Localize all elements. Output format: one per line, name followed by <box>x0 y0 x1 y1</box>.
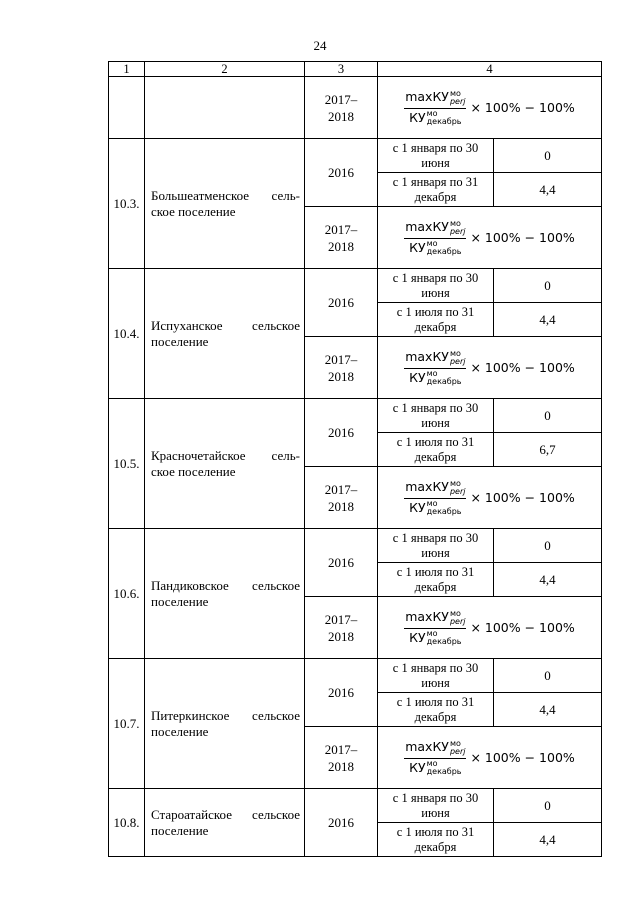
formula-sub: perj <box>449 746 466 756</box>
year-cell <box>305 77 378 139</box>
formula-sup: мо <box>426 239 438 248</box>
year-text: 2017– 2018 <box>324 741 358 774</box>
formula-fraction <box>404 219 466 256</box>
table-row <box>109 139 602 173</box>
formula-denominator <box>408 629 462 647</box>
value-cell: 4,4 <box>494 823 602 857</box>
formula-denominator <box>408 239 462 257</box>
period-cell: с 1 июля по 31 декабря <box>378 563 494 597</box>
formula-tail: × 100% − 100% <box>470 490 575 505</box>
year-text: 2017– 2018 <box>324 611 358 644</box>
formula-sub: perj <box>449 96 466 106</box>
formula-indices <box>450 480 466 496</box>
formula-indices <box>427 240 462 256</box>
formula-numerator <box>404 219 466 239</box>
year-cell <box>305 207 378 269</box>
formula-max: max <box>405 349 433 364</box>
formula-indices <box>427 110 462 126</box>
formula-sup: мо <box>426 109 438 118</box>
year-cell: 2016 <box>305 529 378 597</box>
formula-indices <box>427 370 462 386</box>
formula-cell <box>378 77 602 139</box>
formula-ku: КУ <box>409 239 426 255</box>
value-cell: 4,4 <box>494 563 602 597</box>
formula-numerator <box>404 349 466 369</box>
formula-ku: КУ <box>409 629 426 645</box>
settlement-name: Питеркинское сельское поселение <box>145 659 305 789</box>
settlement-name: Испуханское сельское поселение <box>145 269 305 399</box>
formula-sub: декабрь <box>426 637 462 646</box>
period-cell: с 1 января по 30 июня <box>378 269 494 303</box>
tariff-table <box>108 61 602 857</box>
formula-indices <box>427 500 462 516</box>
formula-indices <box>427 630 462 646</box>
formula-numerator <box>404 739 466 759</box>
formula-max: max <box>405 219 433 234</box>
formula-numerator <box>404 609 466 629</box>
formula-sub: perj <box>449 356 466 366</box>
formula-fraction <box>404 479 466 516</box>
period-cell: с 1 января по 30 июня <box>378 529 494 563</box>
value-cell: 4,4 <box>494 693 602 727</box>
formula-max: max <box>405 609 433 624</box>
formula-max: max <box>405 739 433 754</box>
formula-ku: КУ <box>432 739 449 754</box>
formula-denominator <box>408 369 462 387</box>
table-row <box>109 529 602 563</box>
formula-sub: perj <box>449 616 466 626</box>
year-text: 2017– 2018 <box>324 91 358 124</box>
formula-ku: КУ <box>432 609 449 624</box>
row-number: 10.3. <box>109 139 145 269</box>
formula-indices <box>450 740 466 756</box>
value-cell: 0 <box>494 399 602 433</box>
formula-denominator <box>408 499 462 517</box>
year-cell: 2016 <box>305 399 378 467</box>
year-cell <box>305 467 378 529</box>
formula-indices <box>450 610 466 626</box>
formula-denominator <box>408 759 462 777</box>
table-row <box>109 269 602 303</box>
formula <box>404 479 575 516</box>
formula-sup: мо <box>426 369 438 378</box>
year-text: 2017– 2018 <box>324 481 358 514</box>
formula-sub: декабрь <box>426 377 462 386</box>
period-cell: с 1 июля по 31 декабря <box>378 303 494 337</box>
year-cell <box>305 727 378 789</box>
row-number <box>109 77 145 139</box>
period-cell: с 1 января по 30 июня <box>378 139 494 173</box>
header-col-2: 2 <box>145 62 305 77</box>
header-col-4: 4 <box>378 62 602 77</box>
value-cell: 0 <box>494 269 602 303</box>
formula-cell <box>378 597 602 659</box>
settlement-name: Красночетайское сель-ское поселение <box>145 399 305 529</box>
formula-fraction <box>404 349 466 386</box>
formula-sub: perj <box>449 226 466 236</box>
formula-sub: perj <box>449 486 466 496</box>
year-cell: 2016 <box>305 139 378 207</box>
formula-ku: КУ <box>432 89 449 104</box>
value-cell: 0 <box>494 529 602 563</box>
value-cell: 4,4 <box>494 303 602 337</box>
formula-indices <box>450 350 466 366</box>
row-number: 10.8. <box>109 789 145 857</box>
period-cell: с 1 июля по 31 декабря <box>378 693 494 727</box>
formula-ku: КУ <box>409 369 426 385</box>
formula-max: max <box>405 89 433 104</box>
formula-ku: КУ <box>432 479 449 494</box>
row-number: 10.7. <box>109 659 145 789</box>
formula-numerator <box>404 479 466 499</box>
formula <box>404 219 575 256</box>
header-col-1: 1 <box>109 62 145 77</box>
value-cell: 6,7 <box>494 433 602 467</box>
table-row <box>109 659 602 693</box>
settlement-name: Большеатменское сель-ское поселение <box>145 139 305 269</box>
value-cell: 0 <box>494 659 602 693</box>
formula-ku: КУ <box>409 499 426 515</box>
year-cell <box>305 337 378 399</box>
formula-sup: мо <box>449 88 461 98</box>
value-cell: 0 <box>494 139 602 173</box>
formula-fraction <box>404 89 466 126</box>
formula-max: max <box>405 479 433 494</box>
formula-cell <box>378 467 602 529</box>
year-text: 2017– 2018 <box>324 221 358 254</box>
settlement-name: Пандиковское сельское поселение <box>145 529 305 659</box>
formula-tail: × 100% − 100% <box>470 100 575 115</box>
formula-tail: × 100% − 100% <box>470 360 575 375</box>
table-row <box>109 399 602 433</box>
year-text: 2017– 2018 <box>324 351 358 384</box>
formula-indices <box>427 760 462 776</box>
formula-sup: мо <box>449 608 461 618</box>
row-number: 10.6. <box>109 529 145 659</box>
formula <box>404 349 575 386</box>
period-cell: с 1 января по 30 июня <box>378 399 494 433</box>
formula-sup: мо <box>426 629 438 638</box>
formula-sup: мо <box>449 478 461 488</box>
formula-ku: КУ <box>409 759 426 775</box>
row-number: 10.5. <box>109 399 145 529</box>
period-cell: с 1 июля по 31 декабря <box>378 823 494 857</box>
formula-ku: КУ <box>432 219 449 234</box>
formula-sub: декабрь <box>426 767 462 776</box>
settlement-name <box>145 77 305 139</box>
formula-tail: × 100% − 100% <box>470 750 575 765</box>
period-cell: с 1 января по 30 июня <box>378 659 494 693</box>
formula-ku: КУ <box>409 109 426 125</box>
formula-cell <box>378 207 602 269</box>
formula-tail: × 100% − 100% <box>470 230 575 245</box>
formula-sub: декабрь <box>426 247 462 256</box>
header-row <box>109 62 602 77</box>
period-cell: с 1 июля по 31 декабря <box>378 433 494 467</box>
formula-sup: мо <box>449 348 461 358</box>
formula-cell <box>378 337 602 399</box>
formula <box>404 609 575 646</box>
settlement-name: Староатайское сельское поселение <box>145 789 305 857</box>
year-cell <box>305 597 378 659</box>
formula-fraction <box>404 739 466 776</box>
formula-cell <box>378 727 602 789</box>
value-cell: 0 <box>494 789 602 823</box>
formula-fraction <box>404 609 466 646</box>
period-cell: с 1 января по 30 июня <box>378 789 494 823</box>
formula-indices <box>450 220 466 236</box>
formula-sup: мо <box>449 218 461 228</box>
page-number: 24 <box>313 38 327 53</box>
formula-sub: декабрь <box>426 507 462 516</box>
formula-sub: декабрь <box>426 117 462 126</box>
formula <box>404 739 575 776</box>
row-number: 10.4. <box>109 269 145 399</box>
formula <box>404 89 575 126</box>
year-cell: 2016 <box>305 269 378 337</box>
formula-sup: мо <box>449 738 461 748</box>
table-row <box>109 789 602 823</box>
year-cell: 2016 <box>305 659 378 727</box>
formula-indices <box>450 90 466 106</box>
formula-sup: мо <box>426 499 438 508</box>
period-cell: с 1 января по 31 декабря <box>378 173 494 207</box>
formula-sup: мо <box>426 759 438 768</box>
formula-tail: × 100% − 100% <box>470 620 575 635</box>
formula-numerator <box>404 89 466 109</box>
formula-denominator <box>408 109 462 127</box>
year-cell: 2016 <box>305 789 378 857</box>
header-col-3: 3 <box>305 62 378 77</box>
formula-ku: КУ <box>432 349 449 364</box>
continued-row <box>109 77 602 139</box>
value-cell: 4,4 <box>494 173 602 207</box>
